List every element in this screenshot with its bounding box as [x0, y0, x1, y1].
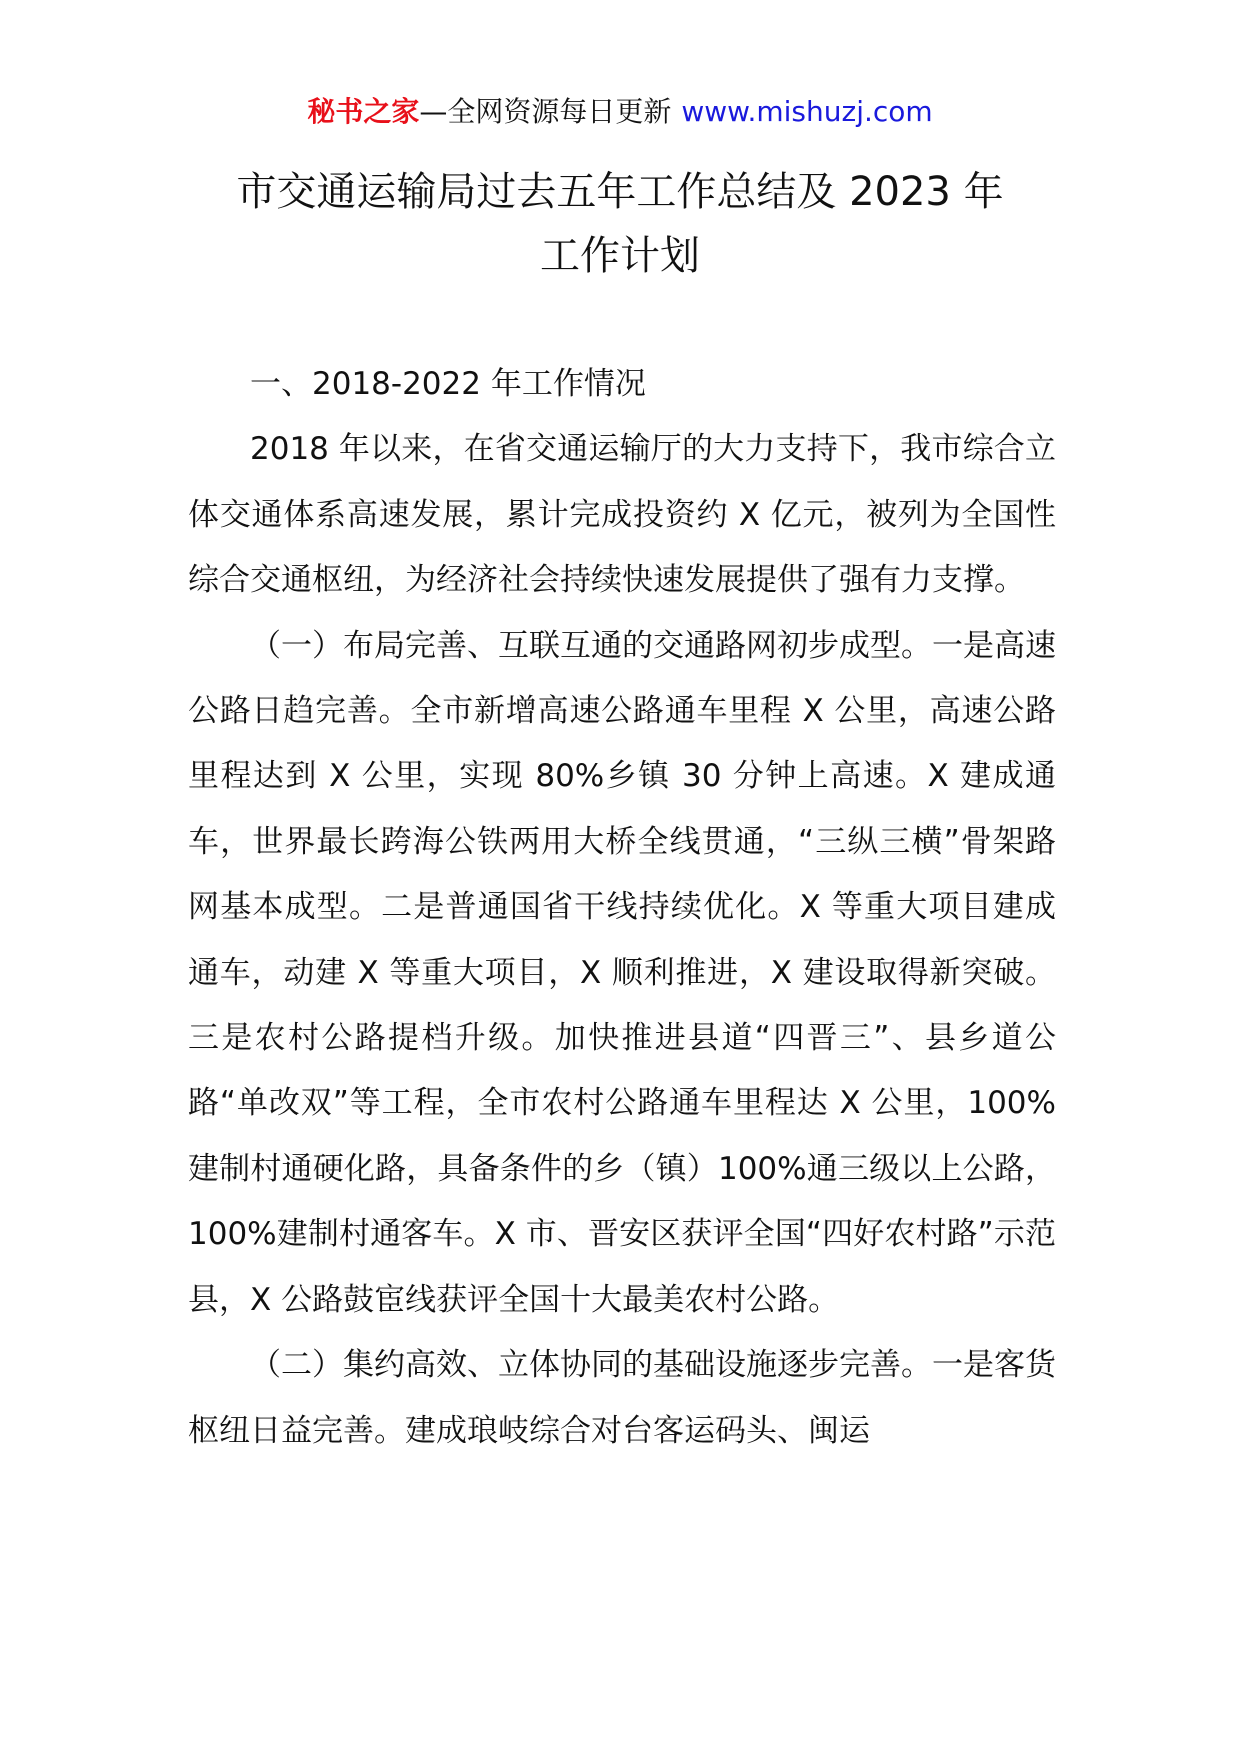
title-line-1: 市交通运输局过去五年工作总结及 2023 年 [236, 169, 1004, 215]
body-paragraph: （一）布局完善、互联互通的交通路网初步成型。一是高速公路日趋完善。全市新增高速公路通车里程 X 公里，高速公路里程达到 X 公里，实现 80%乡镇 30 分钟上高速。X 建成通车，世界最长跨海公铁两用大桥全线贯通，“三纵三横”骨架路网基本成型。二是普通国省干线持续优化。X 等重大项目建成通车，动建 X 等重大项目，X 顺利推进，X 建设取得新突破。三是农村公路提档升级。加快推进县道“四晋三”、县乡道公路“单改双”等工程，全市农村公路通车里程达 X 公里，100%建制村通硬化路，具备条件的乡（镇）100%通三级以上公路，100%建制村通客车。X 市、晋安区获评全国“四好农村路”示范县，X 公路鼓宦线获评全国十大最美农村公路。 [188, 627, 1056, 1318]
title-line-2: 工作计划 [540, 233, 700, 279]
header-tagline: —全网资源每日更新 [419, 95, 672, 128]
document-title [150, 160, 1090, 288]
body-paragraph: （二）集约高效、立体协同的基础设施逐步完善。一是客货枢纽日益完善。建成琅岐综合对台客运码头、闽运 [188, 1347, 1056, 1449]
section-heading: 一、2018-2022 年工作情况 [250, 366, 646, 402]
brand-name: 秘书之家 [307, 95, 420, 128]
document-body [188, 352, 1056, 1464]
website-link[interactable]: www.mishuzj.com [681, 95, 933, 128]
body-paragraph: 2018 年以来，在省交通运输厅的大力支持下，我市综合立体交通体系高速发展，累计完成投资约 X 亿元，被列为全国性综合交通枢纽，为经济社会持续快速发展提供了强有力支撑。 [188, 431, 1056, 599]
page-header [0, 92, 1240, 132]
